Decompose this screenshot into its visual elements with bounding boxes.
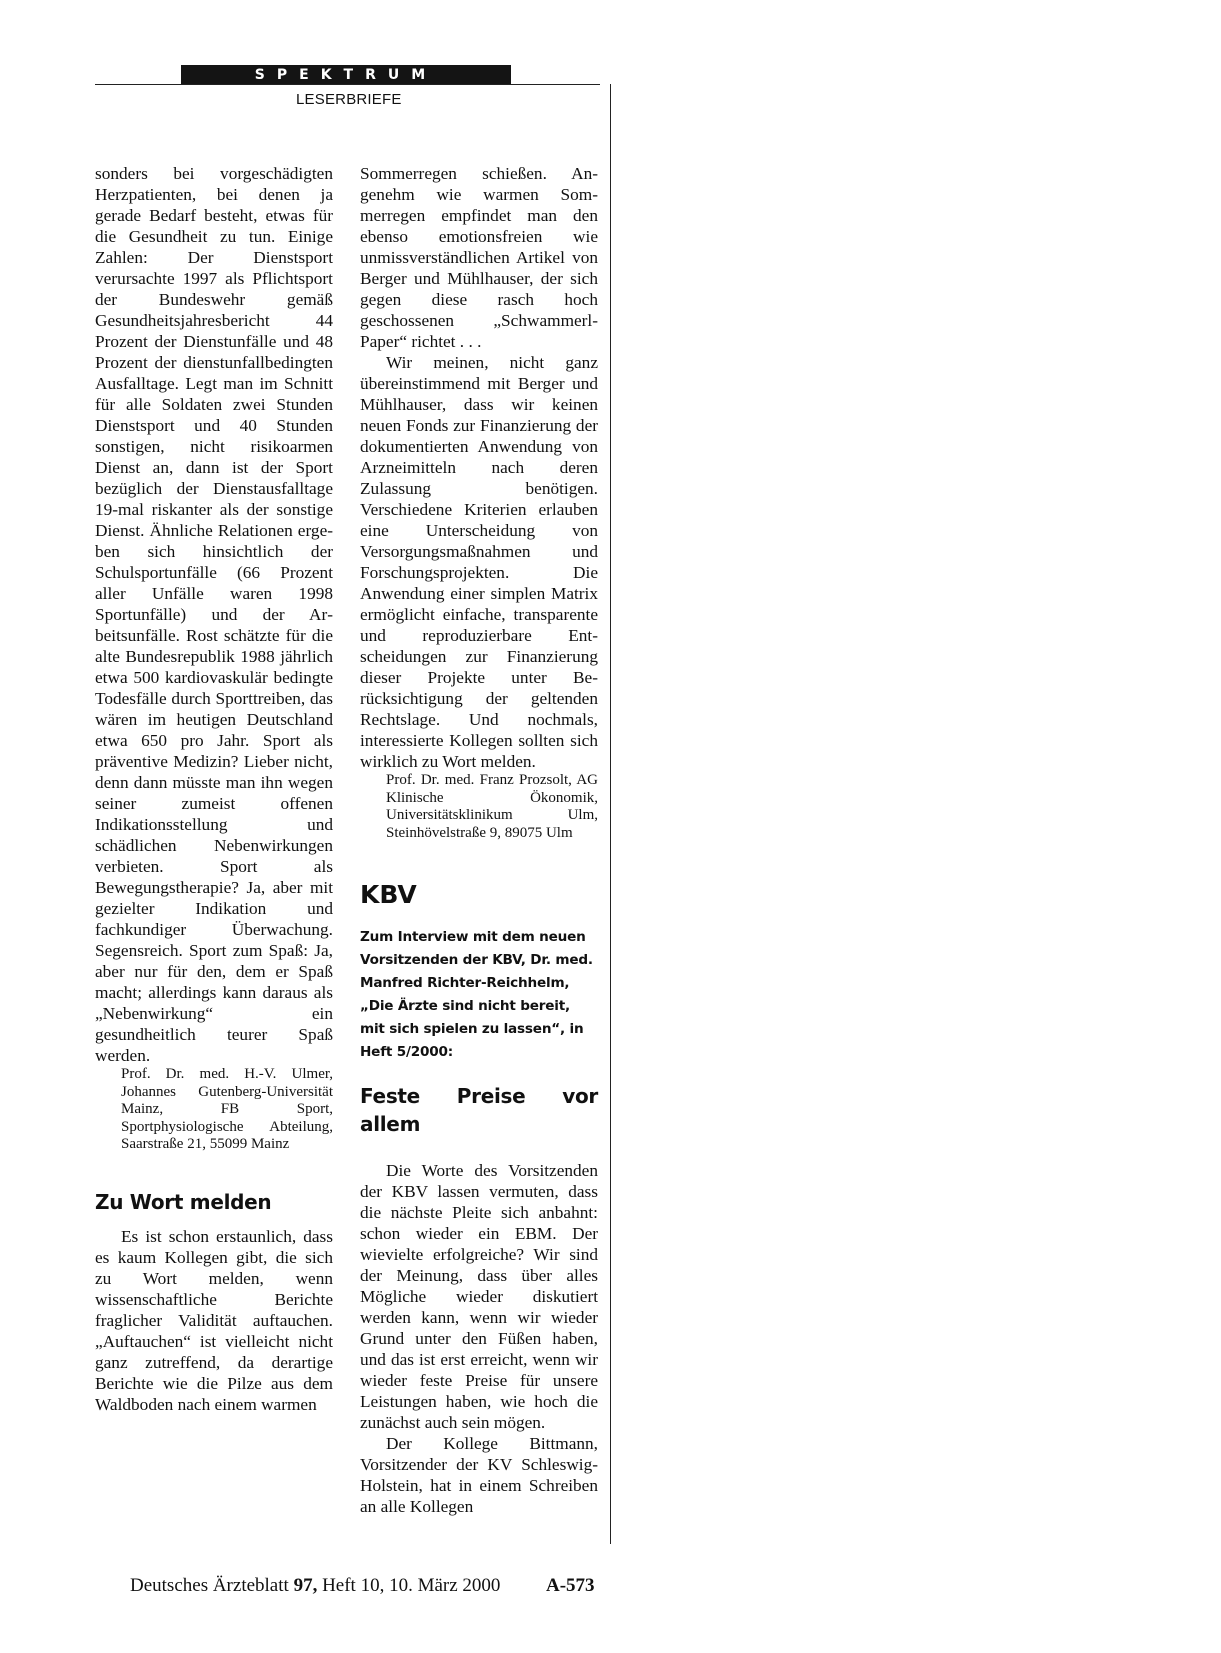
- issue-info: Heft 10, 10. März 2000: [322, 1575, 501, 1596]
- journal-name: Deutsches Ärzteblatt: [130, 1575, 289, 1596]
- body-paragraph: Sommerregen schießen. Angenehm wie warmen Sommerregen empfindet man den ebenso emotionsfreien wie unmissverständlichen Artikel von Berger und Mühlhauser, der sich gegen diese rasch hoch geschossenen „Schwammerl-Paper“ richtet . . .: [360, 164, 598, 351]
- reference-note: Zum Interview mit dem neuen Vorsitzenden der KBV, Dr. med. Manfred Richter-Reichhelm, „Die Ärzte sind nicht bereit, mit sich spielen zu lassen“, in Heft 5/2000:: [360, 929, 593, 1060]
- topic-heading: KBV: [360, 880, 417, 909]
- journal-volume: 97,: [293, 1575, 318, 1596]
- body-paragraph: Der Kollege Bittmann, Vorsitzender der KV Schleswig-Holstein, hat in einem Schreiben an alle Kollegen: [360, 1434, 598, 1516]
- body-paragraph: Die Worte des Vorsitzenden der KBV lassen vermuten, dass die nächste Pleite sich anbahnt: schon wieder ein EBM. Der wievielte erfolgreiche? Wir sind der Meinung, dass über alles Mögliche wieder diskutiert werden kann, wenn wir wieder Grund unter den Füßen haben, und das ist erst erreicht, wenn wir wieder feste Preise für unsere Leistungen haben, wie hoch die zunächst auch sein mögen.: [360, 1161, 598, 1432]
- column-rule: [610, 84, 611, 1544]
- section-subtitle: LESERBRIEFE: [296, 91, 402, 108]
- author-signature: Prof. Dr. med. H.-V. Ulmer, Johannes Gutenberg-Universität Mainz, FB Sport, Sportphysiologische Abteilung, Saarstraße 21, 55099 Mainz: [121, 1066, 333, 1152]
- article-heading: Zu Wort melden: [95, 1189, 272, 1214]
- body-paragraph: Wir meinen, nicht ganz übereinstimmend mit Berger und Mühlhauser, dass wir keinen neuen Fonds zur Finanzierung der dokumentierten Anwendung von Arzneimitteln nach deren Zulassung benötigen. Verschiedene Kriterien erlauben eine Unterscheidung von Versorgungsmaßnahmen und Forschungsprojekten. Die Anwendung einer simplen Matrix ermöglicht einfache, transparente und reproduzierbare Entscheidungen zur Finanzierung dieser Projekte unter Berücksichtigung der geltenden Rechtslage. Und nochmals, interessierte Kollegen sollten sich wirklich zu Wort melden.: [360, 353, 598, 771]
- header-rule: [95, 84, 600, 85]
- page-number: A-573: [546, 1575, 595, 1596]
- author-signature: Prof. Dr. med. Franz Prozsolt, AG Klinische Ökonomik, Universitätsklinikum Ulm, Steinhövelstraße 9, 89075 Ulm: [386, 772, 598, 841]
- page-footer: [130, 1575, 595, 1597]
- article-heading: Feste Preise vor allem: [360, 1084, 598, 1136]
- body-paragraph: sonders bei vorgeschädigten Herzpatienten, bei denen ja gerade Bedarf besteht, etwas für die Gesundheit zu tun. Einige Zahlen: Der Dienstsport verursachte 1997 als Pflichtsport der Bundeswehr gemäß Gesundheitsjahresbericht 44 Prozent der Dienstunfälle und 48 Prozent der dienstunfallbedingten Ausfalltage. Legt man im Schnitt für alle Soldaten zwei Stunden Dienstsport und 40 Stunden sonstigen, nicht risikoarmen Dienst an, dann ist der Sport bezüglich der Dienstausfalltage 19-mal riskanter als der sonstige Dienst. Ähnliche Relationen ergeben sich hinsichtlich der Schulsportunfälle (66 Prozent aller Unfälle waren 1998 Sportunfälle) und der Arbeitsunfälle. Rost schätzte für die alte Bundesrepublik 1988 jährlich etwa 500 kardiovaskulär bedingte Todesfälle durch Sporttreiben, das wären im heutigen Deutschland etwa 650 pro Jahr. Sport als präventive Medizin? Lieber nicht, denn dann müsste man ihn wegen seiner zumeist offenen Indikationsstellung und schädlichen Nebenwirkungen verbieten. Sport als Bewegungstherapie? Ja, aber mit gezielter Indikation und fachkundiger Überwachung. Segensreich. Sport zum Spaß: Ja, aber nur für den, dem er Spaß macht; allerdings kann daraus als „Nebenwirkung“ ein gesundheitlich teurer Spaß werden.: [95, 164, 333, 1065]
- left-column: [95, 163, 333, 1415]
- right-column: [360, 163, 598, 1517]
- section-banner: SPEKTRUM: [181, 65, 511, 85]
- body-paragraph: Es ist schon erstaunlich, dass es kaum Kollegen gibt, die sich zu Wort melden, wenn wissenschaftliche Berichte fraglicher Validität auftauchen. „Auftauchen“ ist vielleicht nicht ganz zutreffend, da derartige Berichte wie die Pilze aus dem Waldboden nach einem warmen: [95, 1226, 333, 1414]
